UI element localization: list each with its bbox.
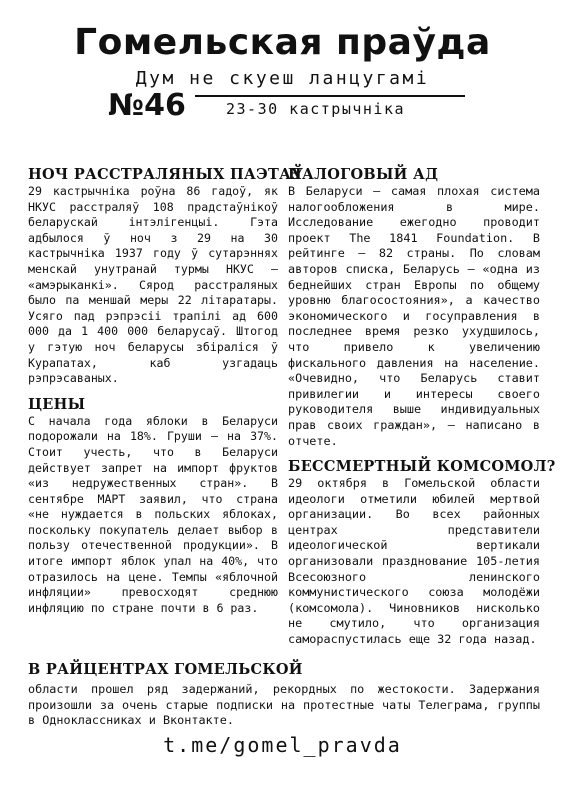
article-tax-hell — [288, 165, 540, 449]
article-body: В Беларуси — самая плохая система налогообложения в мире. Исследование ежегодно проводит проект The 1841 Foundation. В рейтинге — 82 страны. По словам авторов списка, Беларусь — «одна из беднейших стран Европы по общему уровню благосостояния», а качество экономического и госуправления в последнее время резко ухудшилось, что привело к увеличению фискального давления на население. «Очевидно, что Беларусь ставит привилегии и интересы своего руководителя выше индивидуальных прав своих граждан», — написано в отчете. — [288, 184, 540, 448]
article-prices — [28, 395, 278, 617]
telegram-link[interactable]: t.me/gomel_pravda — [163, 733, 402, 757]
masthead-slogan: Дум не скуеш ланцугамі — [135, 68, 430, 89]
article-headline: НАЛОГОВЫЙ АД — [288, 166, 439, 183]
masthead-title: Гомельская праўда — [74, 22, 491, 63]
issue-dates: 23-30 кастрычніка — [226, 100, 406, 118]
left-column — [28, 165, 304, 616]
article-districts-headline: В РАЙЦЕНТРАХ ГОМЕЛЬСКОЙ — [28, 661, 303, 678]
right-column — [288, 165, 556, 648]
article-body: 29 кастрычніка роўна 86 гадоў, як НКУС расстраляў 108 прадстаўнікоў беларускай інтэлігенцыі. Гэта адбылося ў ноч з 29 на 30 кастрычніка 1937 году ў сутарэннях менскай унутранай турмы НКУС — «амэрыканкі». Сярод расстраляных было па меншай меры 22 літаратары. Усяго пад рэпрэсіі трапілі ад 600 000 да 1 400 000 беларусаў. Штогод у гэтую ноч беларусы збіраліся ў Курапатах, каб узгадаць рэпрэсаваных. — [28, 184, 278, 386]
article-body: 29 октября в Гомельской области идеологи отметили юбилей мертвой организации. Во всех районных центрах представители идеологической вертикали организовали празднование 105-летия Всесоюзного ленинского коммунистического союза молодёжи (комсомола). Чиновников нисколько не смутило, что организация самораспустилась еще 32 года назад. — [288, 476, 540, 647]
article-komsomol — [288, 457, 556, 648]
article-headline: БЕССМЕРТНЫЙ КОМСОМОЛ? — [288, 458, 556, 476]
article-body: С начала года яблоки в Беларуси подорожали на 18%. Груши — на 37%. Стоит учесть, что в Беларуси действует запрет на импорт фруктов «из недружественных стран». В сентябре МАРТ заявил, что страна «не нуждается в польских яблоках, поскольку покупатель делает выбор в пользу отечественной продукции». В итоге импорт яблок упал на 40%, что отразилось на цене. Темпы «яблочной инфляции» превосходят среднюю инфляцию по стране почти в 6 раз. — [28, 413, 278, 615]
issue-number: №46 — [108, 88, 186, 123]
issue-divider — [195, 95, 465, 97]
article-headline: ЦЕНЫ — [28, 395, 86, 413]
article-night-of-poets — [28, 165, 304, 387]
article-headline: НОЧ РАССТРАЛЯНЫХ ПАЭТАЎ — [28, 166, 304, 183]
article-districts-body: области прошел ряд задержаний, рекордных по жестокости. Задержания произошли за очень старые подписки на протестные чаты Телеграма, группы в Одноклассниках и Вконтакте. — [28, 682, 540, 728]
